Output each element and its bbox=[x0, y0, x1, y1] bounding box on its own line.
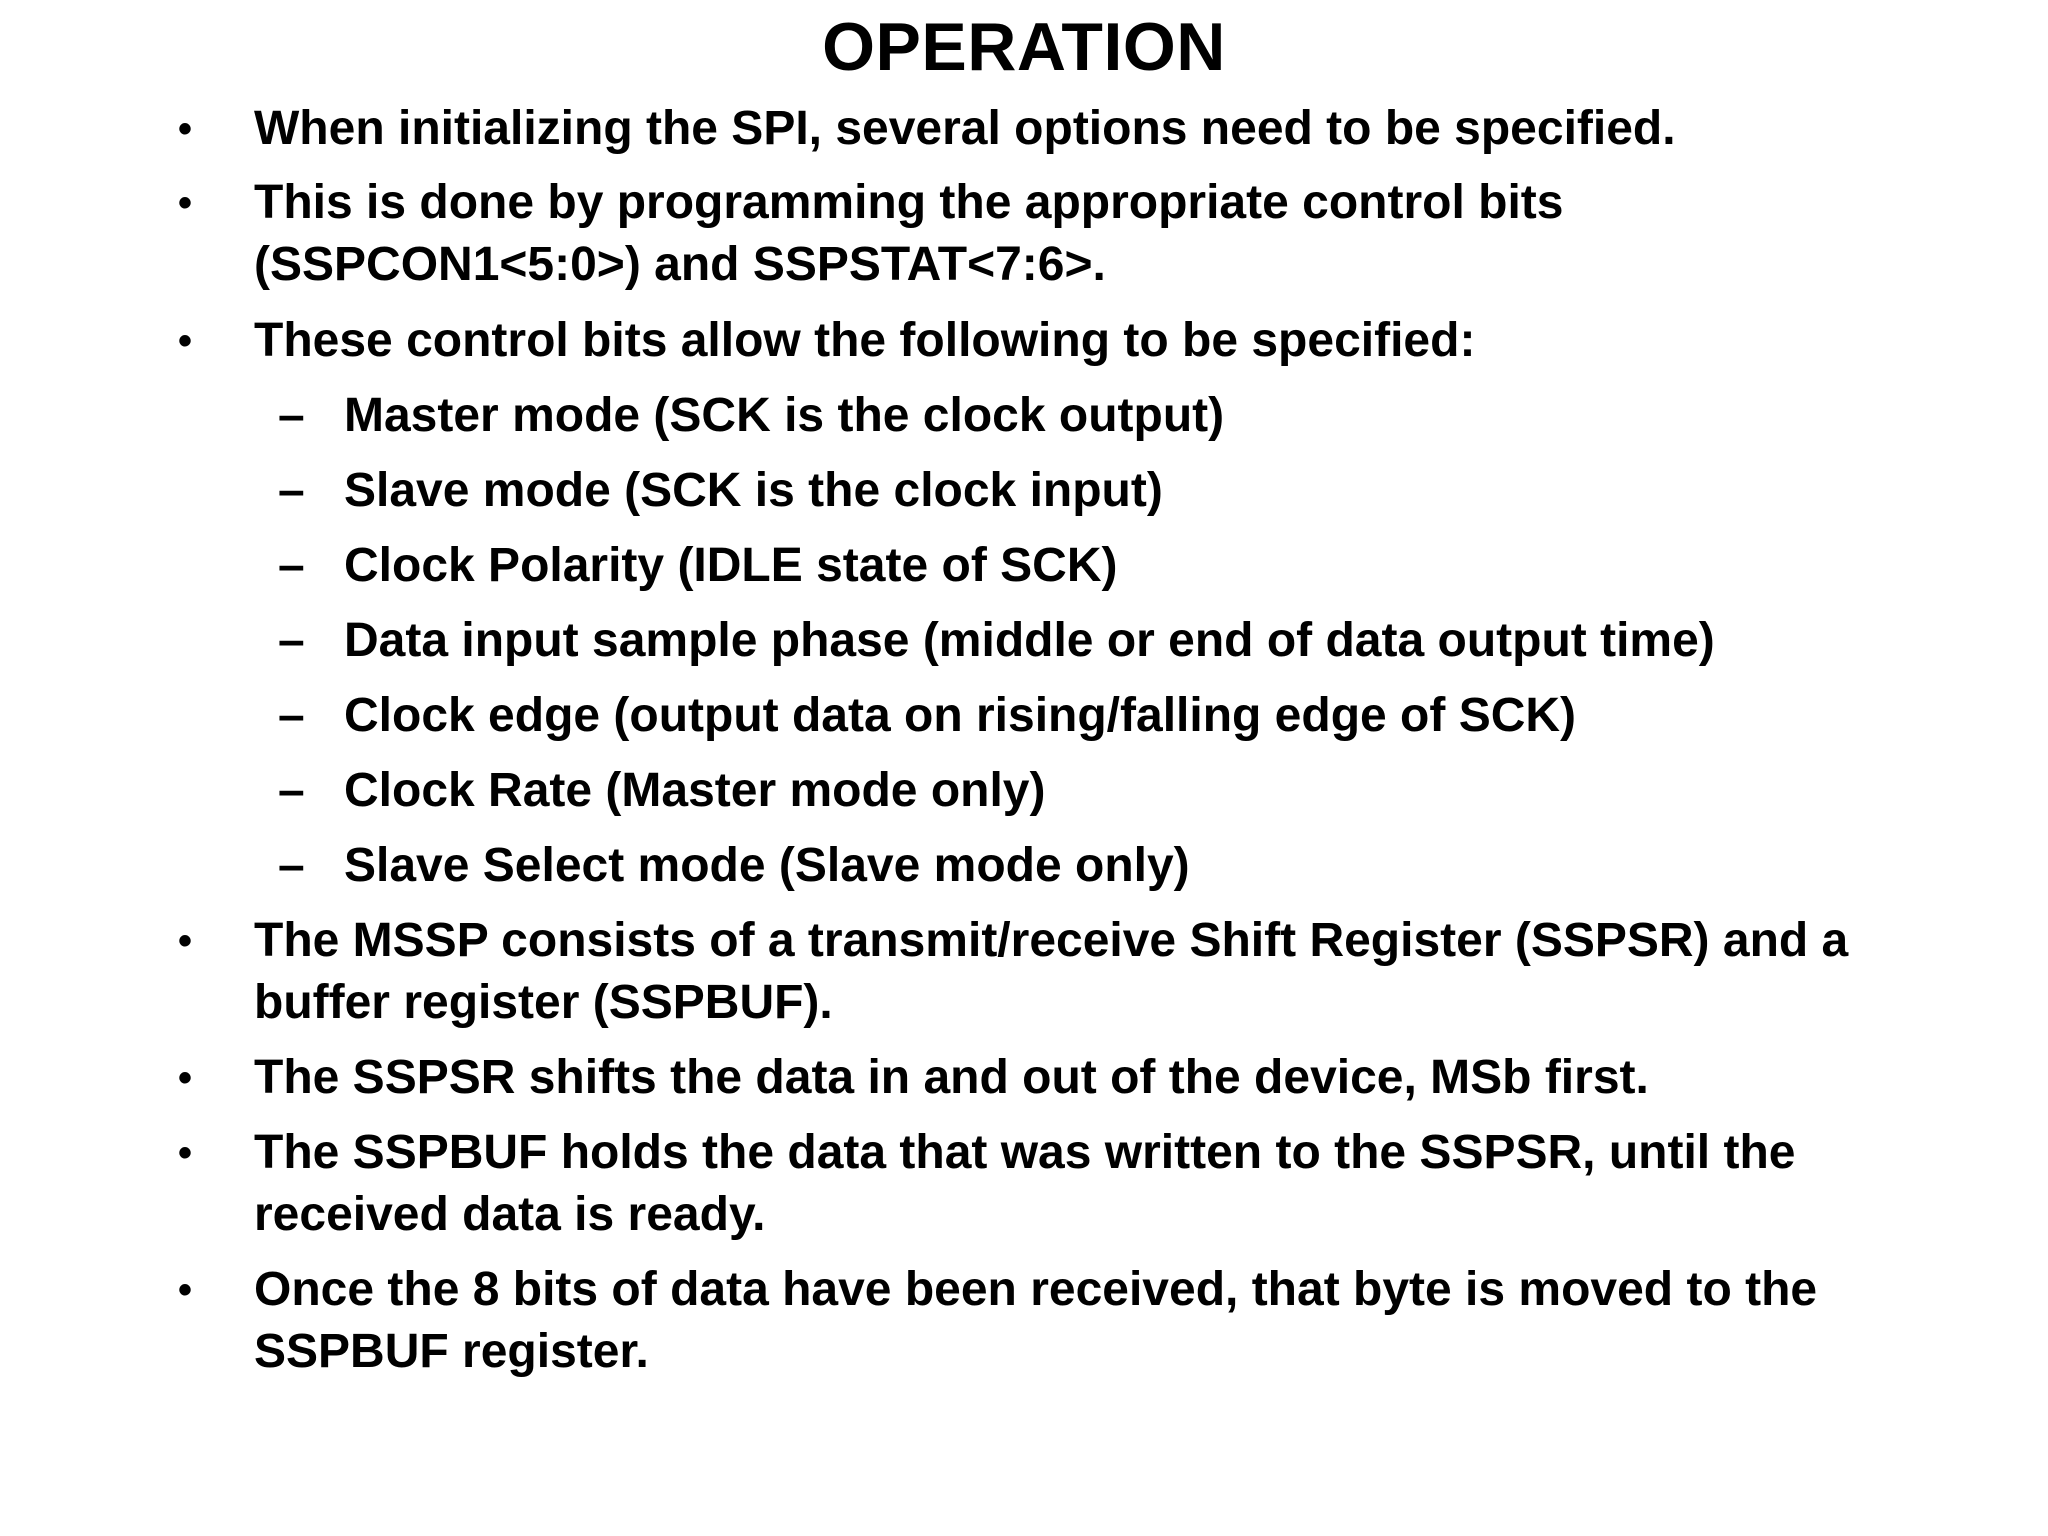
sub-item-text: Slave Select mode (Slave mode only) bbox=[344, 839, 1190, 892]
bullet-marker: • bbox=[178, 319, 193, 363]
bullet-text: The MSSP consists of a transmit/receive Shift Register (SSPSR) and a bbox=[254, 914, 1849, 967]
bullet-text: These control bits allow the following to be specified: bbox=[254, 314, 1476, 367]
bullet-item bbox=[0, 1122, 2048, 1246]
bullet-item bbox=[0, 172, 2048, 296]
bullet-text-continuation: SSPBUF register. bbox=[254, 1325, 649, 1378]
bullet-text-continuation: buffer register (SSPBUF). bbox=[254, 976, 833, 1029]
slide-title: OPERATION bbox=[822, 9, 1226, 85]
bullet-text: Once the 8 bits of data have been received, that byte is moved to the bbox=[254, 1263, 1818, 1316]
dash-marker: – bbox=[278, 614, 305, 667]
bullet-text: When initializing the SPI, several options need to be specified. bbox=[254, 102, 1676, 155]
dash-marker: – bbox=[278, 464, 305, 517]
dash-marker: – bbox=[278, 839, 305, 892]
bullet-text: The SSPBUF holds the data that was written to the SSPSR, until the bbox=[254, 1126, 1796, 1179]
bullet-marker: • bbox=[178, 1131, 193, 1175]
bullet-text-continuation: (SSPCON1<5:0>) and SSPSTAT<7:6>. bbox=[254, 238, 1106, 291]
sub-item-text: Clock Polarity (IDLE state of SCK) bbox=[344, 539, 1118, 592]
bullet-item bbox=[0, 910, 2048, 1034]
dash-marker: – bbox=[278, 764, 305, 817]
sub-item-text: Clock edge (output data on rising/falling edge of SCK) bbox=[344, 689, 1577, 742]
bullet-marker: • bbox=[178, 181, 193, 225]
sub-item-text: Master mode (SCK is the clock output) bbox=[344, 389, 1225, 442]
bullet-item bbox=[0, 1259, 2048, 1383]
sub-item-text: Data input sample phase (middle or end of data output time) bbox=[344, 614, 1715, 667]
bullet-marker: • bbox=[178, 107, 193, 151]
sub-item-text: Clock Rate (Master mode only) bbox=[344, 764, 1046, 817]
bullet-marker: • bbox=[178, 1056, 193, 1100]
bullet-marker: • bbox=[178, 919, 193, 963]
bullet-text-continuation: received data is ready. bbox=[254, 1188, 766, 1241]
dash-marker: – bbox=[278, 689, 305, 742]
dash-marker: – bbox=[278, 389, 305, 442]
sub-item-text: Slave mode (SCK is the clock input) bbox=[344, 464, 1163, 517]
bullet-text: This is done by programming the appropriate control bits bbox=[254, 176, 1564, 229]
bullet-text: The SSPSR shifts the data in and out of the device, MSb first. bbox=[254, 1051, 1649, 1104]
dash-marker: – bbox=[278, 539, 305, 592]
bullet-marker: • bbox=[178, 1268, 193, 1312]
